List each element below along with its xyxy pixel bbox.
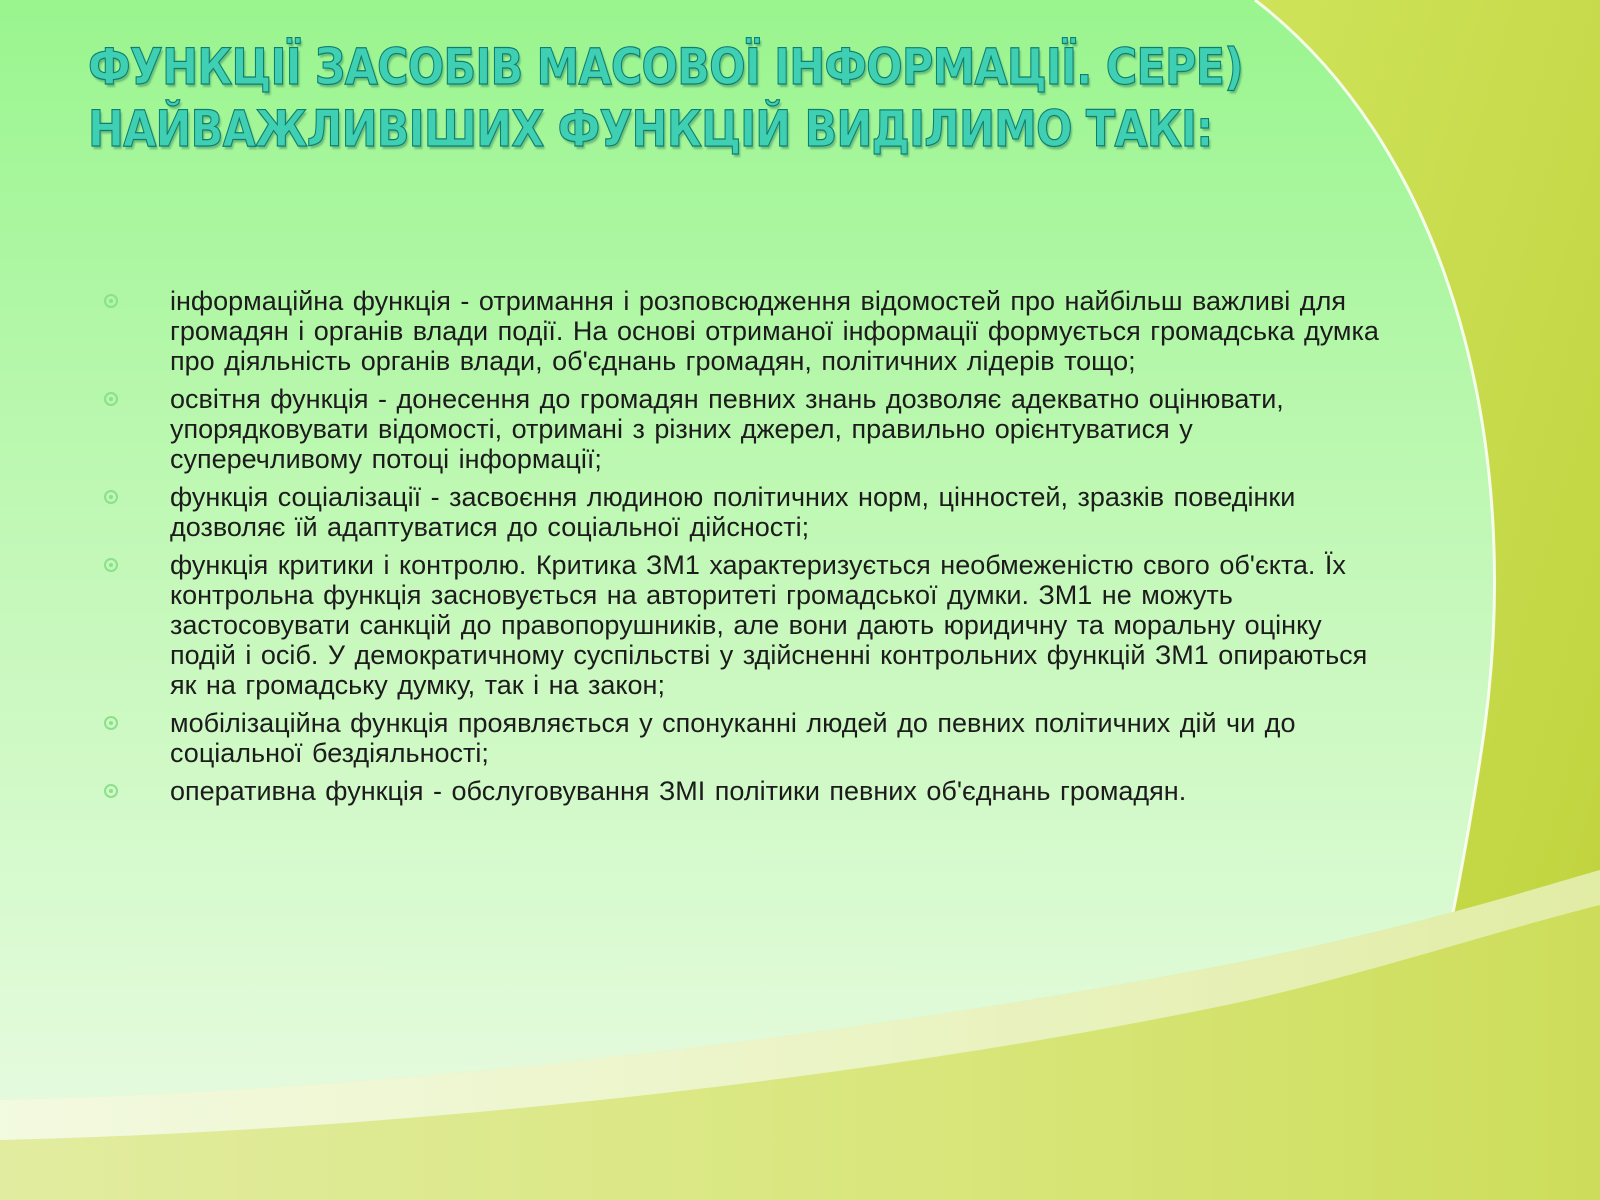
circle-dot-icon <box>104 558 118 572</box>
bullet-text: освітня функція - донесення до громадян певних знань дозволяє адекватно оцінювати, упорядковувати відомості, отримані з різних джерел, правильно орієнтуватися у суперечливому потоці інформації; <box>170 384 1284 474</box>
bullet-item-education <box>104 384 1384 474</box>
bullet-text: мобілізаційна функція проявляється у спонуканні людей до певних політичних дій чи до соціальної бездіяльності; <box>170 708 1296 768</box>
bullet-item-information <box>104 286 1384 376</box>
bullet-item-critique-control <box>104 550 1384 700</box>
slide-title <box>88 36 1243 160</box>
circle-dot-icon <box>104 490 118 504</box>
bullet-text: функція соціалізації - засвоєння людиною політичних норм, цінностей, зразків поведінки дозволяє їй адаптуватися до соціальної дійсності; <box>170 482 1296 542</box>
bullet-text: оперативна функція - обслуговування ЗМІ політики певних об'єднань громадян. <box>170 776 1187 806</box>
title-line-2: НАЙВАЖЛИВІШИХ ФУНКЦІЙ ВИДІЛИМО ТАКІ: <box>88 100 1213 158</box>
circle-dot-icon <box>104 784 118 798</box>
bullet-item-socialization <box>104 482 1384 542</box>
circle-dot-icon <box>104 392 118 406</box>
circle-dot-icon <box>104 716 118 730</box>
bullet-item-operative <box>104 776 1384 806</box>
circle-dot-icon <box>104 294 118 308</box>
bullet-text: інформаційна функція - отримання і розповсюдження відомостей про найбільш важливі для громадян і органів влади події. На основі отриманої інформації формується громадська думка про діяльність органів влади, об'єднань громадян, політичних лідерів тощо; <box>170 286 1379 376</box>
bullet-list <box>104 286 1384 814</box>
title-line-1: ФУНКЦІЇ ЗАСОБІВ МАСОВОЇ ІНФОРМАЦІЇ. СЕРЕ) <box>88 38 1243 96</box>
bullet-item-mobilization <box>104 708 1384 768</box>
bullet-text: функція критики і контролю. Критика ЗМ1 характеризується необмеженістю свого об'єкта. Їх контрольна функція засновується на авторитеті громадської думки. ЗМ1 не можуть застосовувати санкцій до правопорушників, але вони дають юридичну та моральну оцінку подій і осіб. У демократичному суспільстві у здійсненні контрольних функцій ЗМ1 опираються як на громадську думку, так і на закон; <box>170 550 1368 700</box>
